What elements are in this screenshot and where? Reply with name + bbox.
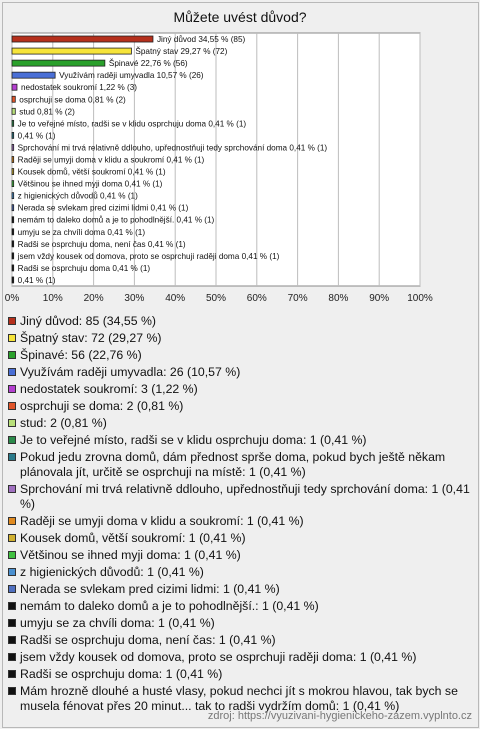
bar-label: jsem vždy kousek od domova, proto se osprchuji raději doma 0,41 % (1) bbox=[17, 251, 280, 261]
bar bbox=[12, 84, 17, 90]
legend-item bbox=[8, 433, 470, 448]
legend-label: Mám hrozně dlouhé a husté vlasy, pokud nechci jít s mokrou hlavou, tak bych se musela fénovat přes 20 minut... tak to radši vydržím domů: 1 (0,41 %) bbox=[20, 684, 458, 713]
bar bbox=[12, 96, 15, 102]
bar-label: Je to veřejné místo, radši se v klidu osprchuju doma 0,41 % (1) bbox=[17, 119, 247, 129]
chart-title: Můžete uvést důvod? bbox=[173, 9, 307, 25]
x-tick-label: 10% bbox=[42, 293, 63, 304]
legend-swatch bbox=[8, 385, 16, 393]
legend-swatch bbox=[8, 619, 16, 627]
legend-item bbox=[8, 582, 470, 597]
legend-swatch bbox=[8, 453, 16, 461]
legend-swatch bbox=[8, 402, 16, 410]
bar bbox=[12, 241, 14, 247]
bar-label: Nerada se svlekam pred cizimi lidmi 0,41 % (1) bbox=[17, 203, 189, 213]
legend-item bbox=[8, 365, 470, 380]
legend-swatch bbox=[8, 334, 16, 342]
bar bbox=[12, 193, 14, 199]
legend-label: osprchuji se doma: 2 (0,81 %) bbox=[20, 399, 184, 413]
bar bbox=[12, 181, 14, 187]
x-tick-label: 70% bbox=[287, 293, 308, 304]
legend-swatch bbox=[8, 368, 16, 376]
legend-swatch bbox=[8, 485, 16, 493]
bar bbox=[12, 169, 14, 175]
bar-label: Špinavé 22,76 % (56) bbox=[108, 59, 188, 69]
bar-label: z higienických důvodů 0,41 % (1) bbox=[17, 191, 138, 201]
legend-swatch bbox=[8, 317, 16, 325]
bar-label: stud 0,81 % (2) bbox=[19, 107, 75, 117]
legend-label: jsem vždy kousek od domova, proto se osprchuji raději doma: 1 (0,41 %) bbox=[20, 650, 417, 664]
bar bbox=[12, 265, 14, 271]
legend-label: Špinavé: 56 (22,76 %) bbox=[20, 348, 142, 362]
x-tick-label: 0% bbox=[4, 293, 20, 304]
x-tick-label: 20% bbox=[83, 293, 104, 304]
x-tick-label: 100% bbox=[407, 293, 433, 304]
bar-label: 0,41 % (1) bbox=[17, 275, 56, 285]
x-tick-label: 50% bbox=[205, 293, 227, 304]
legend-label: nemám to daleko domů a je to pohodlnější.: 1 (0,41 %) bbox=[20, 599, 319, 613]
legend-item bbox=[8, 399, 470, 414]
x-tick-label: 60% bbox=[246, 293, 267, 304]
bar-label: umyju se za chvíli doma 0,41 % (1) bbox=[17, 227, 146, 237]
bar bbox=[12, 132, 14, 138]
legend-item bbox=[8, 416, 470, 431]
legend-swatch bbox=[8, 517, 16, 525]
source-note: zdroj: https://vyuzivani-hygienickeho-zazem.vyplnto.cz bbox=[207, 710, 472, 722]
bar bbox=[12, 277, 14, 283]
x-tick-label: 90% bbox=[369, 293, 390, 304]
legend-item bbox=[8, 514, 470, 529]
legend-item bbox=[8, 650, 470, 665]
bar bbox=[12, 144, 14, 150]
legend-item bbox=[8, 548, 470, 563]
legend-label: Většinou se ihned myji doma: 1 (0,41 %) bbox=[20, 548, 241, 562]
bar bbox=[12, 108, 15, 114]
legend-label: Sprchování mi trvá relativně ddlouho, upřednostňuji tedy sprchování doma: 1 (0,41 %) bbox=[20, 482, 470, 511]
bar bbox=[12, 229, 14, 235]
legend-label: nedostatek soukromí: 3 (1,22 %) bbox=[20, 382, 198, 396]
legend-label: Využívám raději umyvadla: 26 (10,57 %) bbox=[20, 365, 241, 379]
legend-label: stud: 2 (0,81 %) bbox=[20, 416, 107, 430]
legend-label: Je to veřejné místo, radši se v klidu osprchuju doma: 1 (0,41 %) bbox=[20, 433, 367, 447]
bar-label: Špatný stav 29,27 % (72) bbox=[135, 47, 228, 57]
bar-label: Raději se umyji doma v klidu a soukromí 0,41 % (1) bbox=[17, 155, 205, 165]
legend-item bbox=[8, 331, 470, 346]
legend-swatch bbox=[8, 653, 16, 661]
bar-label: Radši se osprchuju doma, není čas 0,41 % (1) bbox=[17, 239, 186, 249]
bar bbox=[12, 253, 14, 259]
x-tick-label: 80% bbox=[328, 293, 349, 304]
legend-item bbox=[8, 314, 470, 329]
bar-label: Radši se osprchuju doma 0,41 % (1) bbox=[17, 263, 151, 273]
legend bbox=[8, 314, 470, 716]
legend-item bbox=[8, 633, 470, 648]
legend-swatch bbox=[8, 551, 16, 559]
legend-label: Raději se umyji doma v klidu a soukromí: 1 (0,41 %) bbox=[20, 514, 304, 528]
bar-label: nemám to daleko domů a je to pohodlnější. 0,41 % (1) bbox=[17, 215, 215, 225]
bar-label: Většinou se ihned myji doma 0,41 % (1) bbox=[17, 179, 163, 189]
legend-swatch bbox=[8, 602, 16, 610]
legend-swatch bbox=[8, 351, 16, 359]
legend-swatch bbox=[8, 585, 16, 593]
legend-label: umyju se za chvíli doma: 1 (0,41 %) bbox=[20, 616, 215, 630]
legend-label: Nerada se svlekam pred cizimi lidmi: 1 (0,41 %) bbox=[20, 582, 280, 596]
bar-chart bbox=[0, 0, 480, 312]
x-tick-label: 40% bbox=[165, 293, 186, 304]
legend-swatch bbox=[8, 568, 16, 576]
bar-label: osprchuji se doma 0,81 % (2) bbox=[19, 95, 126, 105]
legend-item bbox=[8, 531, 470, 546]
legend-label: Radši se osprchuju doma: 1 (0,41 %) bbox=[20, 667, 223, 681]
legend-swatch bbox=[8, 534, 16, 542]
legend-item bbox=[8, 482, 470, 512]
bar bbox=[12, 217, 14, 223]
bar-label: Kousek domů, větší soukromí 0,41 % (1) bbox=[17, 167, 166, 177]
legend-item bbox=[8, 565, 470, 580]
legend-item bbox=[8, 450, 470, 480]
legend-item bbox=[8, 348, 470, 363]
bar bbox=[12, 72, 55, 78]
legend-swatch bbox=[8, 636, 16, 644]
bar bbox=[12, 60, 105, 66]
bar bbox=[12, 205, 14, 211]
legend-swatch bbox=[8, 670, 16, 678]
legend-swatch bbox=[8, 687, 16, 695]
legend-label: Špatný stav: 72 (29,27 %) bbox=[20, 331, 162, 345]
bar-label: Využívám raději umyvadla 10,57 % (26) bbox=[59, 71, 204, 81]
legend-swatch bbox=[8, 419, 16, 427]
bar bbox=[12, 48, 131, 54]
legend-label: Jiný důvod: 85 (34,55 %) bbox=[20, 314, 157, 328]
legend-label: Pokud jedu zrovna domů, dám přednost sprše doma, pokud bych ještě někam plánovala jít, určitě se osprchuji na místě: 1 (0,41 %) bbox=[20, 450, 446, 479]
bar-label: nedostatek soukromí 1,22 % (3) bbox=[20, 83, 138, 93]
bar bbox=[12, 36, 153, 42]
legend-swatch bbox=[8, 436, 16, 444]
legend-item bbox=[8, 616, 470, 631]
legend-item bbox=[8, 382, 470, 397]
bar-label: Jiný důvod 34,55 % (85) bbox=[156, 35, 246, 45]
bar bbox=[12, 157, 14, 163]
bar bbox=[12, 120, 14, 126]
x-tick-label: 30% bbox=[124, 293, 145, 304]
legend-item bbox=[8, 667, 470, 682]
legend-item bbox=[8, 599, 470, 614]
legend-label: Radši se osprchuju doma, není čas: 1 (0,41 %) bbox=[20, 633, 276, 647]
legend-label: z higienických důvodů: 1 (0,41 %) bbox=[20, 565, 204, 579]
bar-label: Sprchování mi trvá relativně ddlouho, upřednostňuji tedy sprchování doma 0,41 % (1) bbox=[17, 143, 328, 153]
legend-label: Kousek domů, větší soukromí: 1 (0,41 %) bbox=[20, 531, 246, 545]
bar-label: 0,41 % (1) bbox=[17, 131, 56, 141]
